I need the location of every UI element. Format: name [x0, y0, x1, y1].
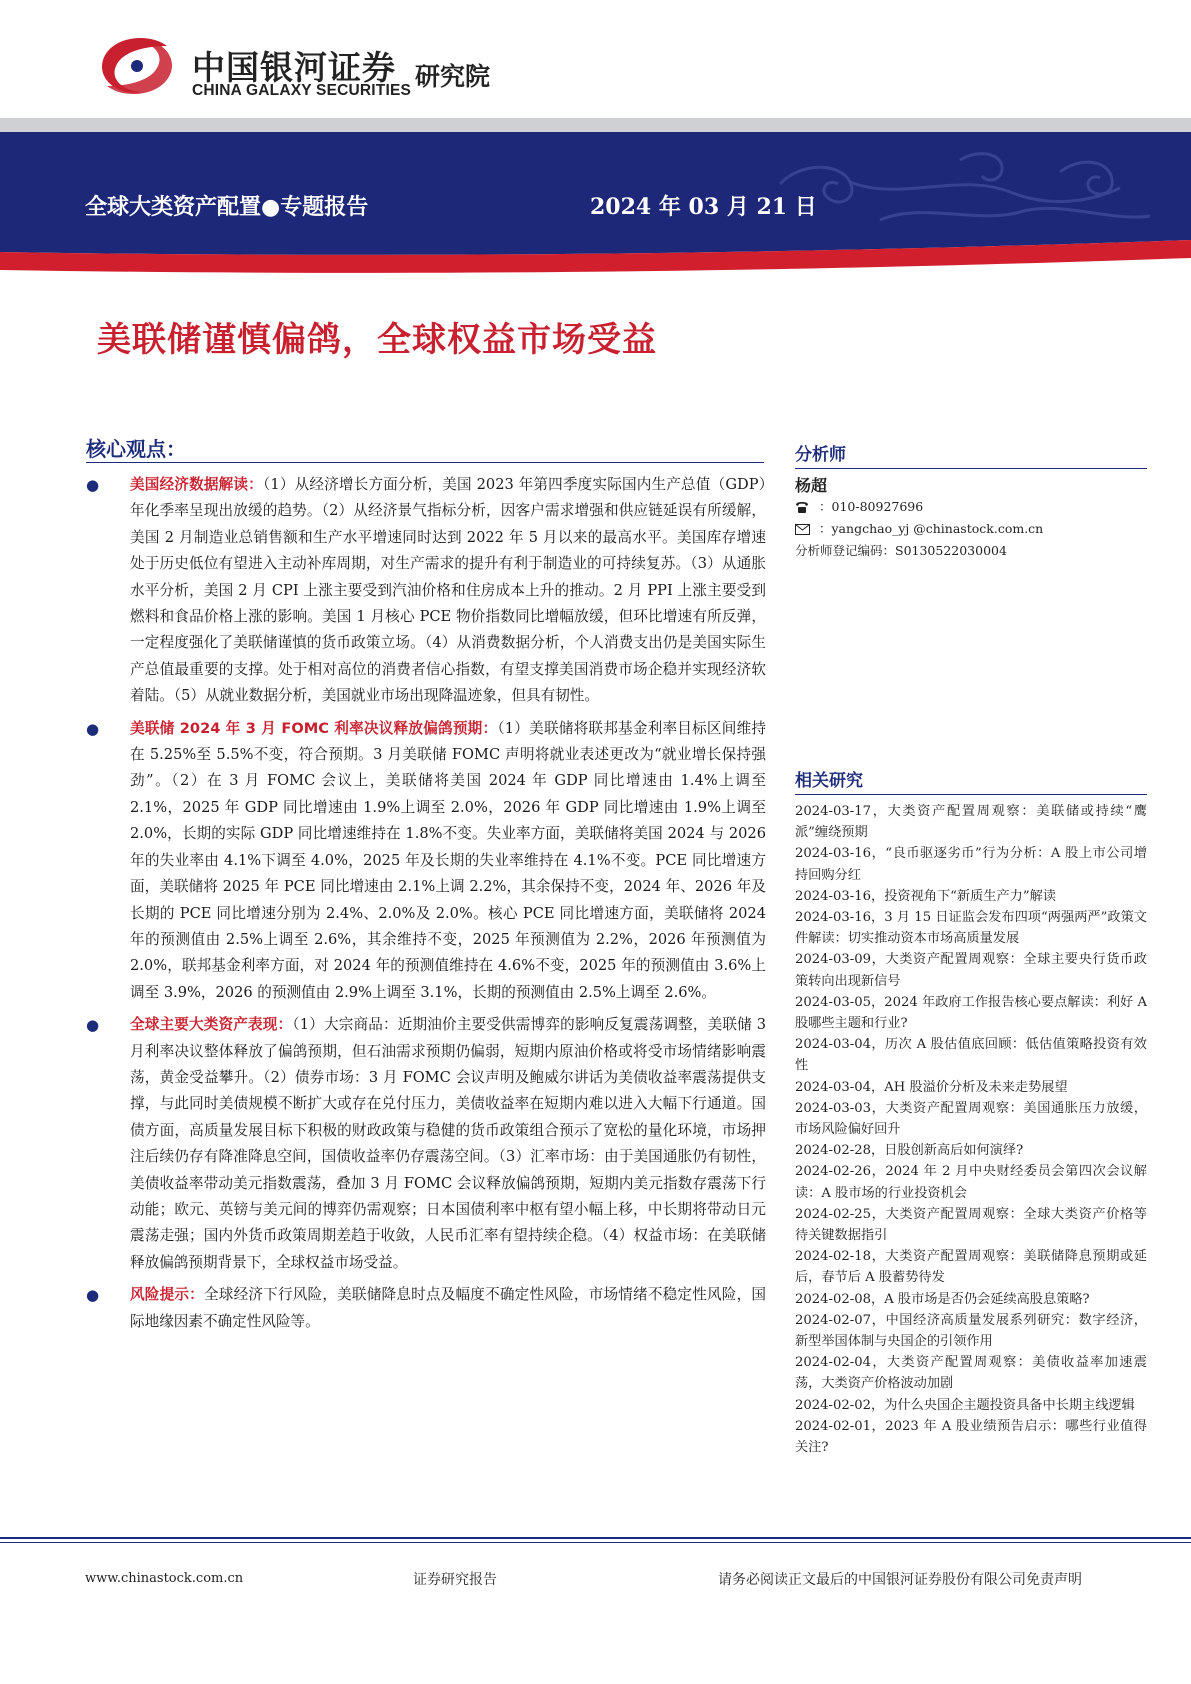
- related-research-item[interactable]: 2024-02-18，大类资产配置周观察：美联储降息预期或延后，春节后 A 股蓄势待发: [795, 1249, 1147, 1286]
- point-text: （1）美联储将联邦基金利率目标区间维持在 5.25%至 5.5%不变，符合预期。3 月美联储 FOMC 声明将就业表述更改为“就业增长保持强劲”。（2）在 3 月 FOMC 会议上，美联储将美国 2024 年 GDP 同比增速由 1.4%上调至 2.1%，2025 年 GDP 同比增速由 1.9%上调至 2.0%，2026 年 GDP 同比增速由 1.9%上调至 2.0%，长期的实际 GDP 同比增速维持在 1.8%不变。失业率方面，美联储将美国 2024 与 2026 年的失业率由 4.1%下调至 4.0%，2025 年及长期的失业率维持在 4.1%不变。PCE 同比增速方面，美联储将 2025 年 PCE 同比增速由 2.1%上调 2.2%，其余保持不变，2024 年、2026 年及长期的 PCE 同比增速分别为 2.4%、2.0%及 2.0%。核心 PCE 同比增速方面，美联储将 2024 年的预测值由 2.5%上调至 2.6%，其余维持不变，2025 年预测值为 2.2%，2026 年预测值为 2.0%，联邦基金利率方面，对 2024 年的预测值维持在 4.6%不变，2025 年的预测值由 3.6%上调至 3.9%，2026 的预测值由 2.9%上调至 3.1%，长期的预测值由 2.5%上调至 2.6%。: [130, 719, 766, 1001]
- report-banner: [0, 132, 1191, 280]
- related-research-item[interactable]: 2024-02-08，A 股市场是否仍会延续高股息策略?: [795, 1291, 1090, 1307]
- analyst-registration: 分析师登记编码：S0130522030004: [795, 543, 1007, 558]
- analyst-heading: 分析师: [795, 445, 846, 465]
- report-date: 2024 年 03 月 21 日: [590, 194, 817, 220]
- related-research-heading: 相关研究: [795, 771, 863, 791]
- related-research-item[interactable]: 2024-03-16，“良币驱逐劣币”行为分析：A 股上市公司增持回购分红: [795, 846, 1147, 883]
- galaxy-swirl-logo-icon: [97, 34, 177, 98]
- related-research-item[interactable]: 2024-03-04，AH 股溢价分析及未来走势展望: [795, 1079, 1068, 1095]
- point-keyword: 美联储 2024 年 3 月 FOMC 利率决议释放偏鸽预期：: [130, 719, 498, 737]
- report-category: 全球大类资产配置●专题报告: [85, 195, 369, 220]
- footer-disclaimer: 请务必阅读正文最后的中国银河证券股份有限公司免责声明: [718, 1572, 1082, 1588]
- point-text: 全球经济下行风险，美联储降息时点及幅度不确定性风险，市场情绪不稳定性风险，国际地缘因素不确定性风险等。: [130, 1286, 766, 1330]
- analyst-phone-number: ：010-80927696: [819, 499, 924, 514]
- core-views-heading: 核心观点：: [86, 437, 186, 461]
- related-research-list: [795, 801, 1147, 1458]
- core-views-body: [86, 472, 766, 1341]
- analyst-phone: [795, 496, 1147, 518]
- related-research-item[interactable]: 2024-03-09，大类资产配置周观察：全球主要央行货币政策转向出现新信号: [795, 952, 1147, 989]
- logo-institute: 研究院: [415, 62, 491, 91]
- bullet-icon: ●: [86, 476, 100, 494]
- footer-report-type: 证券研究报告: [413, 1572, 497, 1588]
- core-point-risk: [86, 1282, 766, 1335]
- related-research-item[interactable]: 2024-02-04，大类资产配置周观察：美债收益率加速震荡，大类资产价格波动加剧: [795, 1355, 1147, 1392]
- mail-icon: [795, 524, 813, 535]
- logo-company-name-en: CHINA GALAXY SECURITIES: [192, 82, 412, 99]
- bullet-icon: ●: [86, 719, 100, 738]
- footer-rule-thin: [0, 1542, 1191, 1543]
- related-research-item[interactable]: 2024-03-05，2024 年政府工作报告核心要点解读：利好 A 股哪些主题和行业?: [795, 994, 1147, 1032]
- point-text: （1）从经济增长方面分析，美国 2023 年第四季度实际国内生产总值（GDP）年化季率呈现出放缓的趋势。（2）从经济景气指标分析，因客户需求增强和供应链延误有所缓解，美国 2 月制造业总销售额和生产水平增速同时达到 2022 年 5 月以来的最高水平。美国库存增速处于历史低位有望进入主动补库周期，对生产需求的提升有利于制造业的可持续复苏。（3）从通胀水平分析，美国 2 月 CPI 上涨主要受到汽油价格和住房成本上升的推动。2 月 PPI 上涨主要受到燃料和食品价格上涨的影响。美国 1 月核心 PCE 物价指数同比增幅放缓，但环比增速有所反弹，一定程度强化了美联储谨慎的货币政策立场。（4）从消费数据分析，个人消费支出仍是美国实际生产总值最重要的支撑。处于相对高位的消费者信心指数，有望支撑美国消费市场企稳并实现经济软着陆。（5）从就业数据分析，美国就业市场出现降温迹象，但具有韧性。: [130, 476, 766, 705]
- core-views-rule: [86, 462, 764, 463]
- related-research-item[interactable]: 2024-03-17，大类资产配置周观察：美联储或持续“鹰派”缠绕预期: [795, 804, 1147, 841]
- core-point-fomc: [86, 716, 766, 1006]
- report-title: 美联储谨慎偏鸽，全球权益市场受益: [97, 320, 657, 360]
- analyst-email: [795, 518, 1147, 540]
- bullet-icon: ●: [86, 1016, 100, 1035]
- point-keyword: 全球主要大类资产表现：: [130, 1016, 293, 1034]
- analyst-name: 杨超: [795, 476, 828, 495]
- point-keyword: 美国经济数据解读：: [130, 476, 263, 493]
- footer-website-link[interactable]: www.chinastock.com.cn: [85, 1571, 244, 1586]
- related-research-item[interactable]: 2024-02-02，为什么央国企主题投资具备中长期主线逻辑: [795, 1397, 1135, 1413]
- related-research-item[interactable]: 2024-03-04，历次 A 股估值底回顾：低估值策略投资有效性: [795, 1037, 1147, 1074]
- footer-rule: [0, 1537, 1191, 1539]
- analyst-email-address[interactable]: ：yangchao_yj @chinastock.com.cn: [819, 521, 1044, 536]
- related-research-item[interactable]: 2024-03-16，投资视角下“新质生产力”解读: [795, 888, 1056, 904]
- header-divider: [0, 118, 1191, 132]
- related-research-item[interactable]: 2024-02-25，大类资产配置周观察：全球大类资产价格等待关键数据指引: [795, 1206, 1147, 1244]
- related-research-item[interactable]: 2024-02-07，中国经济高质量发展系列研究：数字经济，新型举国体制与央国企的引领作用: [795, 1312, 1147, 1350]
- related-research-item[interactable]: 2024-02-01，2023 年 A 股业绩预告启示：哪些行业值得关注?: [795, 1418, 1147, 1456]
- related-research-item[interactable]: 2024-02-26，2024 年 2 月中央财经委员会第四次会议解读：A 股市场的行业投资机会: [795, 1164, 1147, 1201]
- phone-icon: [795, 502, 813, 513]
- related-research-section: [795, 766, 1147, 1458]
- core-point-economy: [86, 472, 766, 710]
- point-keyword: 风险提示：: [130, 1286, 204, 1304]
- related-research-item[interactable]: 2024-03-03，大类资产配置周观察：美国通胀压力放缓，市场风险偏好回升: [795, 1100, 1147, 1138]
- related-research-item[interactable]: 2024-02-28，日股创新高后如何演绎?: [795, 1143, 1024, 1159]
- related-research-item[interactable]: 2024-03-16，3 月 15 日证监会发布四项“两强两严”政策文件解读：切实推动资本市场高质量发展: [795, 910, 1147, 947]
- analyst-section: [795, 440, 1147, 562]
- logo-company-name-cn: 中国银河证券: [192, 48, 396, 87]
- bullet-icon: ●: [86, 1286, 100, 1305]
- analyst-rule: [795, 468, 1147, 469]
- core-point-assets: [86, 1012, 766, 1276]
- point-text: （1）大宗商品：近期油价主要受供需博弈的影响反复震荡调整，美联储 3 月利率决议整体释放了偏鸽预期，但石油需求预期仍偏弱，短期内原油价格或将受市场情绪影响震荡，黄金受益攀升。（2）债券市场：3 月 FOMC 会议声明及鲍威尔讲话为美债收益率震荡提供支撑，与此同时美债规模不断扩大或存在兑付压力，美债收益率在短期内难以进入大幅下行通道。国债方面，高质量发展目标下积极的财政政策与稳健的货币政策组合预示了宽松的量化环境，市场押注后续仍存有降准降息空间，国债收益率仍存震荡空间。（3）汇率市场：由于美国通胀仍有韧性，美债收益率带动美元指数震荡，叠加 3 月 FOMC 会议释放偏鸽预期，短期内美元指数存震荡下行动能；欧元、英镑与美元间的博弈仍需观察；日本国债利率中枢有望小幅上移，中长期将带动日元震荡走强；国内外货币政策周期差趋于收敛，人民币汇率有望持续企稳。（4）权益市场：在美联储释放偏鸽预期背景下，全球权益市场受益。: [130, 1016, 766, 1271]
- related-research-rule: [795, 794, 1147, 795]
